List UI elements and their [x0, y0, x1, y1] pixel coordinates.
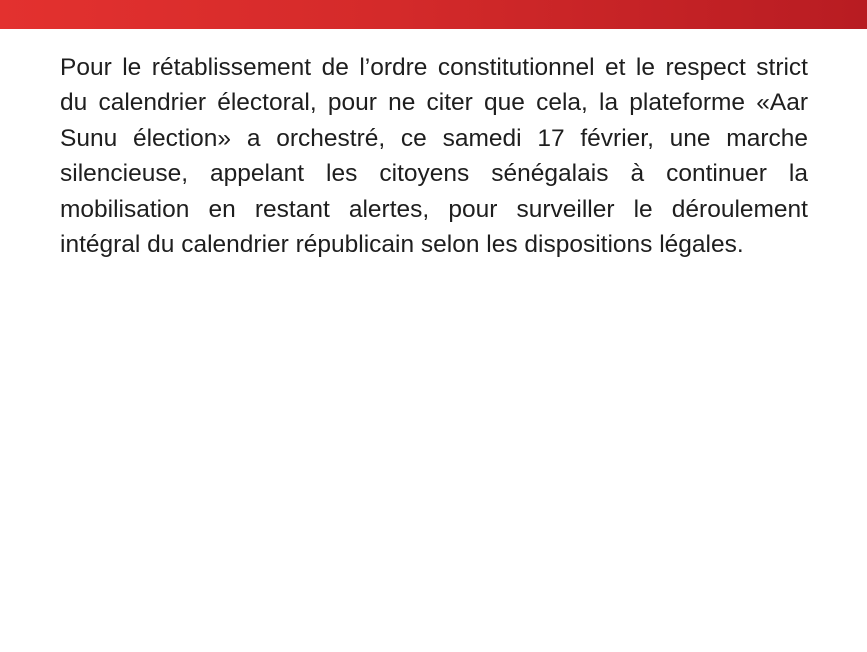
top-accent-bar [0, 0, 867, 29]
article-body [60, 50, 808, 262]
article-paragraph: Pour le rétablissement de l’ordre constitutionnel et le respect strict du calendrier électoral, pour ne citer que cela, la plateforme «Aar Sunu élection» a orchestré, ce samedi 17 février, une marche silencieuse, appelant les citoyens sénégalais à continuer la mobilisation en restant alertes, pour surveiller le déroulement intégral du calendrier républicain selon les dispositions légales. [60, 54, 808, 259]
